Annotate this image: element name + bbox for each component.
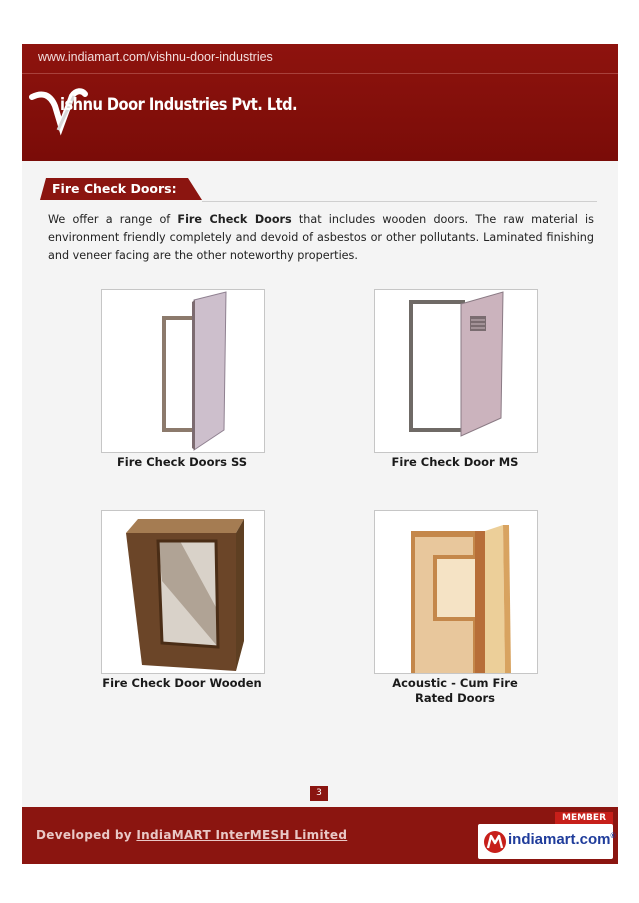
developer-link[interactable]: IndiaMART InterMESH Limited <box>136 828 348 842</box>
door-ms-picture <box>375 290 537 452</box>
section-title: Fire Check Doors: <box>52 181 177 196</box>
section-title-tab <box>40 178 202 200</box>
footer-banner <box>22 807 618 864</box>
badge-brand: indiamart.com <box>508 831 611 848</box>
badge-registered-mark: ® <box>610 833 616 840</box>
header-divider <box>22 73 618 74</box>
intro-highlight: Fire Check Doors <box>177 213 292 226</box>
caption-acoustic-fire-rated-doors: Acoustic - Cum Fire Rated Doors <box>392 676 518 705</box>
product-image-fire-check-doors-ss[interactable] <box>101 289 265 453</box>
indiamart-badge[interactable] <box>478 824 616 859</box>
intro-paragraph <box>48 211 594 265</box>
intro-text-end: that includes wooden doors. The raw material is environment friendly completely and devoid of asbestos or other pollutants. Laminated finishing and veneer facing are the other noteworthy properties. <box>48 213 594 262</box>
badge-text <box>508 831 616 848</box>
developed-by-label: Developed by <box>36 828 137 842</box>
caption-fire-check-doors-ss: Fire Check Doors SS <box>116 455 248 469</box>
section-rule <box>202 201 597 202</box>
product-image-fire-check-door-ms[interactable] <box>374 289 538 453</box>
page-number: 3 <box>310 786 328 801</box>
product-image-fire-check-door-wooden[interactable] <box>101 510 265 674</box>
door-ss-picture <box>102 290 264 452</box>
member-label: MEMBER <box>555 812 613 825</box>
caption-fire-check-door-wooden: Fire Check Door Wooden <box>102 676 262 690</box>
product-image-acoustic-fire-rated-doors[interactable] <box>374 510 538 674</box>
website-url[interactable]: www.indiamart.com/vishnu-door-industries <box>38 50 273 64</box>
acoustic-door-picture <box>375 511 537 673</box>
indiamart-logo-icon <box>483 829 507 855</box>
door-wooden-picture <box>102 511 264 673</box>
header-banner <box>22 44 618 161</box>
developed-by-text <box>36 828 347 842</box>
caption-fire-check-door-ms: Fire Check Door MS <box>391 455 519 469</box>
company-name: ishnu Door Industries Pvt. Ltd. <box>60 95 298 115</box>
intro-text-start: We offer a range of <box>48 213 178 226</box>
brochure-page <box>22 44 618 864</box>
